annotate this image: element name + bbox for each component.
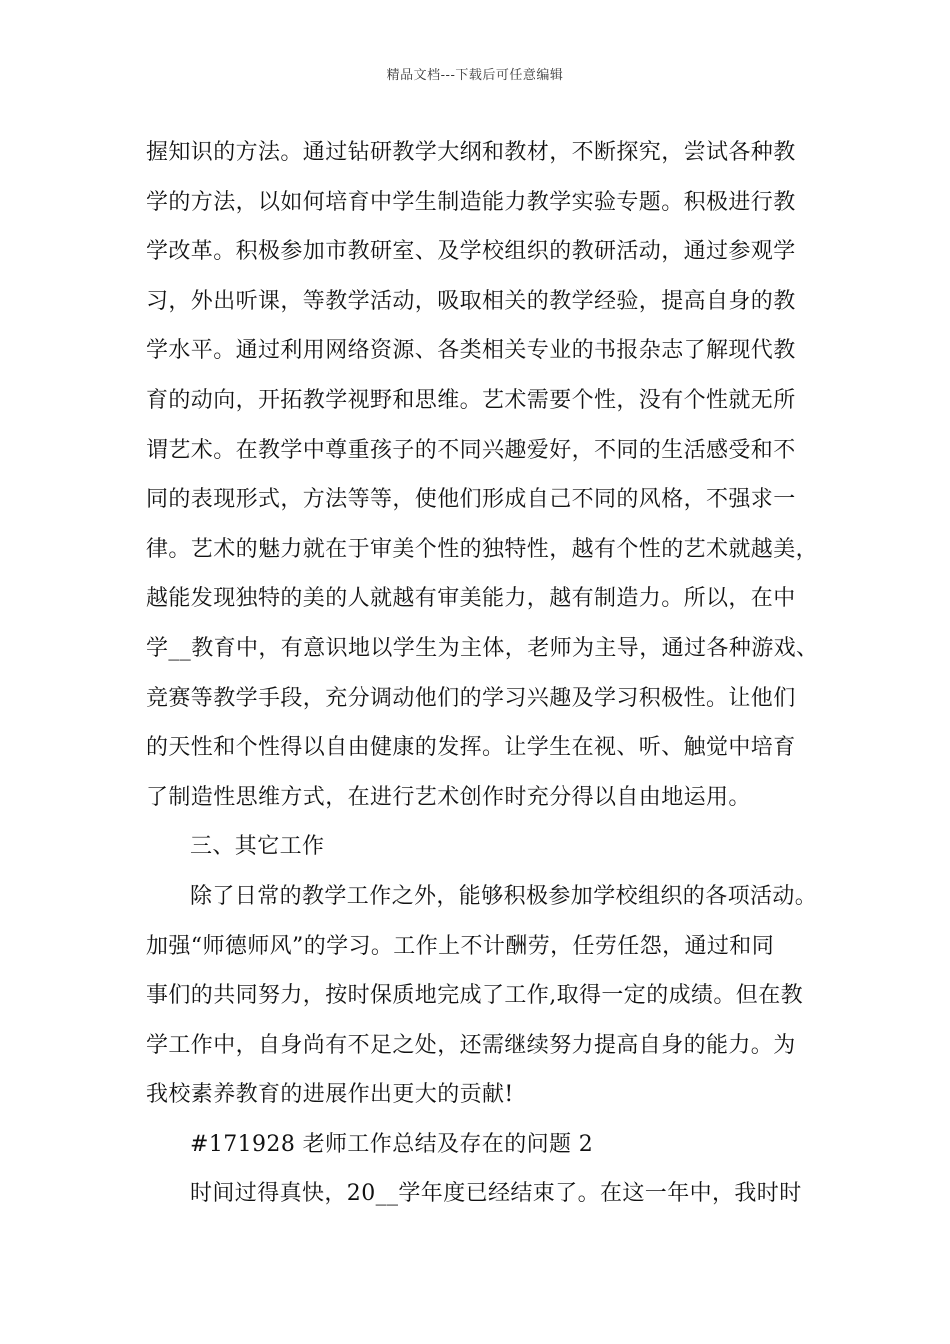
text-line: 学工作中，自身尚有不足之处，还需继续努力提高自身的能力。为 [146, 1032, 796, 1058]
text-line: 谓艺术。在教学中尊重孩子的不同兴趣爱好，不同的生活感受和不 [146, 437, 796, 463]
text-line: 学水平。通过利用网络资源、各类相关专业的书报杂志了解现代教 [146, 338, 796, 364]
text-line: 学__教育中，有意识地以学生为主体，老师为主导，通过各种游戏、 [146, 635, 819, 661]
text-line: 学的方法，以如何培育中学生制造能力教学实验专题。积极进行教 [146, 189, 796, 215]
text-line: 律。艺术的魅力就在于审美个性的独特性，越有个性的艺术就越美， [146, 536, 819, 562]
text-line: 同的表现形式，方法等等，使他们形成自己不同的风格，不强求一 [146, 487, 796, 513]
text-line: 越能发现独特的美的人就越有审美能力，越有制造力。所以，在中 [146, 586, 796, 612]
text-line: 的天性和个性得以自由健康的发挥。让学生在视、听、触觉中培育 [146, 735, 796, 761]
text-line: 习，外出听课，等教学活动，吸取相关的教学经验，提高自身的教 [146, 288, 796, 314]
text-line: 加强“师德师风”的学习。工作上不计酬劳，任劳任怨，通过和同 [146, 933, 775, 959]
text-line: 时间过得真快，20__学年度已经结束了。在这一年中，我时时 [190, 1181, 802, 1207]
page-header: 精品文档---下载后可任意编辑 [386, 68, 564, 83]
text-line: 竞赛等教学手段，充分调动他们的学习兴趣及学习积极性。让他们 [146, 685, 796, 711]
text-line: 事们的共同努力，按时保质地完成了工作,取得一定的成绩。但在教 [146, 983, 803, 1009]
text-line: 学改革。积极参加市教研室、及学校组织的教研活动，通过参观学 [146, 239, 796, 265]
text-line: 除了日常的教学工作之外，能够积极参加学校组织的各项活动。 [190, 883, 818, 909]
section-heading: 三、其它工作 [190, 834, 325, 860]
text-line: 握知识的方法。通过钻研教学大纲和教材，不断探究，尝试各种教 [146, 140, 796, 165]
text-line: 了制造性思维方式，在进行艺术创作时充分得以自由地运用。 [146, 784, 751, 810]
document-title: #171928 老师工作总结及存在的问题 2 [190, 1131, 594, 1157]
text-line: 育的动向，开拓教学视野和思维。艺术需要个性，没有个性就无所 [146, 387, 796, 413]
document-body [146, 128, 826, 1219]
text-line: 我校素养教育的进展作出更大的贡献! [146, 1082, 514, 1108]
